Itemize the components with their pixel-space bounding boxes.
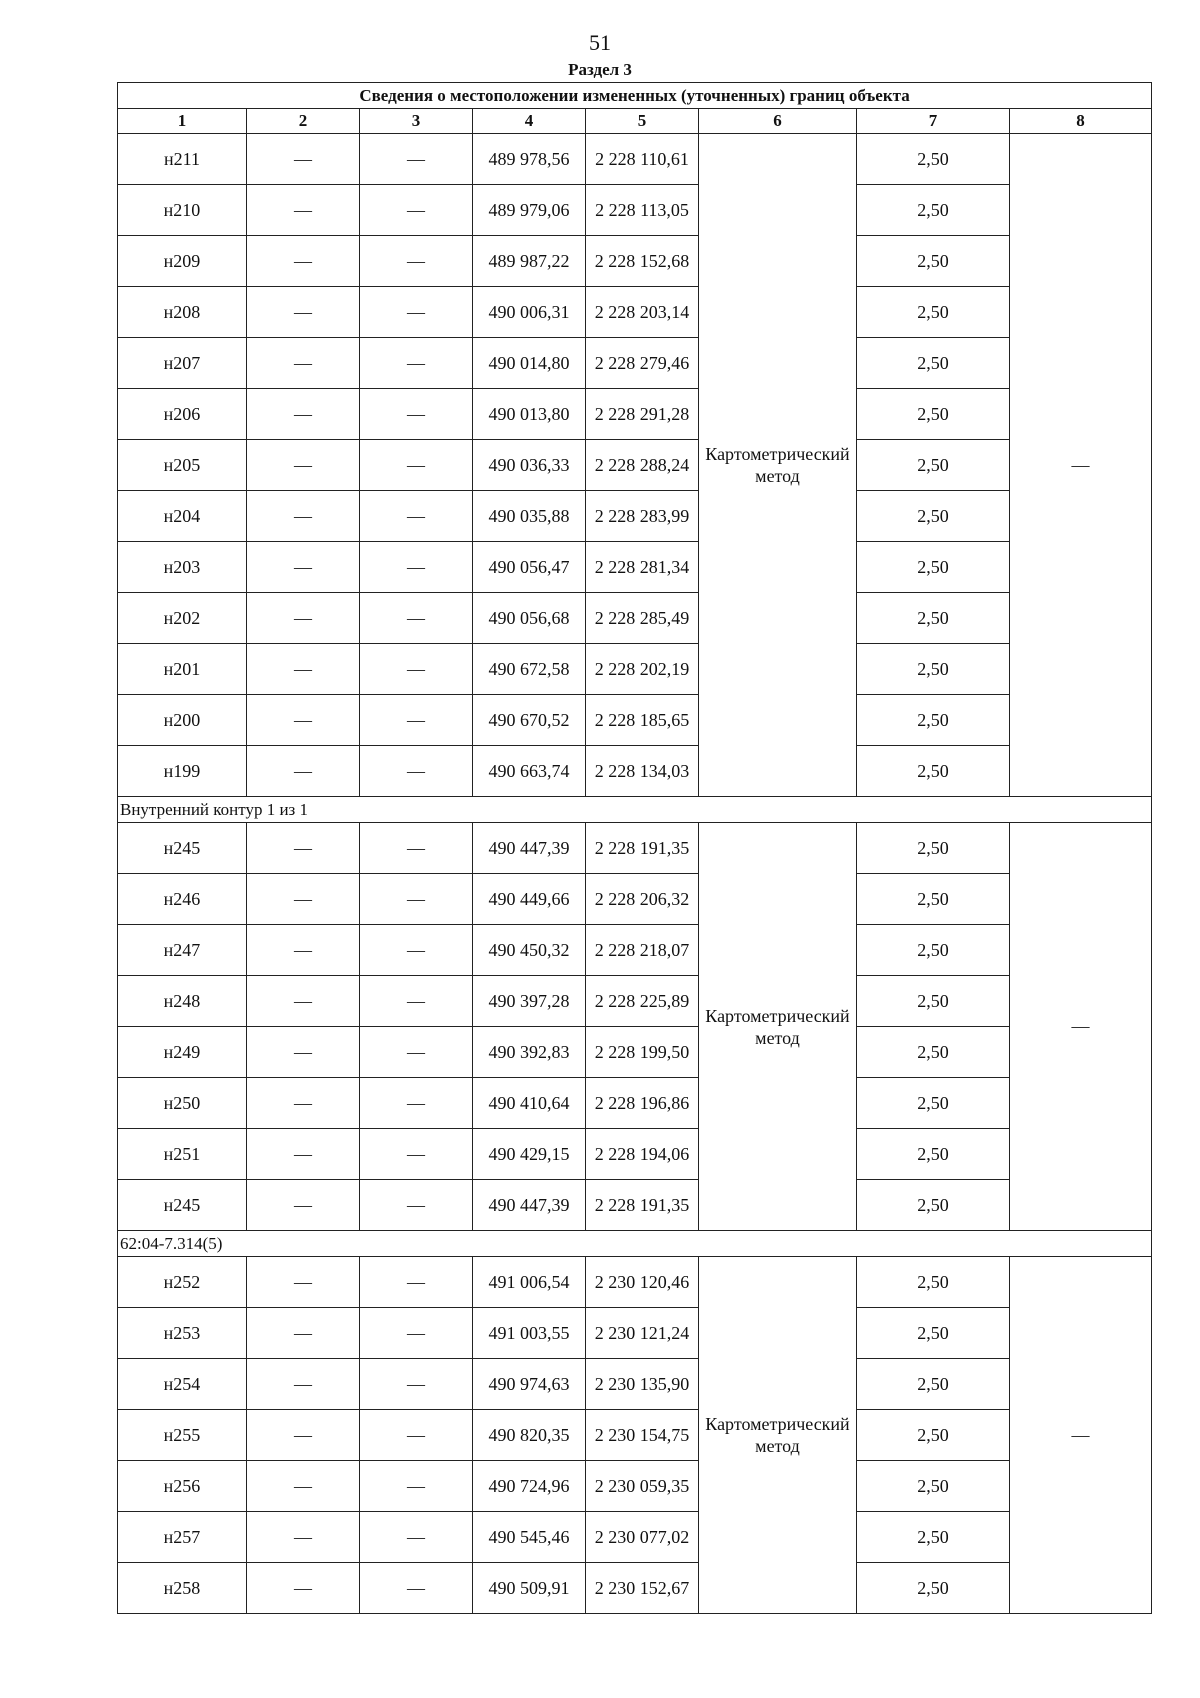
column-2-cell: —	[247, 542, 360, 593]
x-coordinate-cell: 490 035,88	[473, 491, 586, 542]
x-coordinate-cell: 490 013,80	[473, 389, 586, 440]
table-row	[118, 236, 1152, 287]
x-coordinate-cell: 490 450,32	[473, 925, 586, 976]
x-coordinate-cell: 490 014,80	[473, 338, 586, 389]
accuracy-cell: 2,50	[857, 1308, 1010, 1359]
accuracy-cell: 2,50	[857, 1129, 1010, 1180]
contour-label-row	[118, 1231, 1152, 1257]
y-coordinate-cell: 2 230 077,02	[586, 1512, 699, 1563]
point-id-cell: н251	[118, 1129, 247, 1180]
x-coordinate-cell: 491 003,55	[473, 1308, 586, 1359]
section-title: Раздел 3	[568, 60, 632, 79]
accuracy-cell: 2,50	[857, 925, 1010, 976]
x-coordinate-cell: 489 978,56	[473, 134, 586, 185]
accuracy-cell: 2,50	[857, 746, 1010, 797]
table-row	[118, 823, 1152, 874]
column-3-cell: —	[360, 1027, 473, 1078]
column-3-cell: —	[360, 236, 473, 287]
x-coordinate-cell: 490 397,28	[473, 976, 586, 1027]
column-2-cell: —	[247, 593, 360, 644]
column-2-cell: —	[247, 1180, 360, 1231]
x-coordinate-cell: 490 447,39	[473, 1180, 586, 1231]
table-row	[118, 695, 1152, 746]
accuracy-cell: 2,50	[857, 338, 1010, 389]
y-coordinate-cell: 2 228 288,24	[586, 440, 699, 491]
column-3-cell: —	[360, 925, 473, 976]
table-row	[118, 976, 1152, 1027]
column-2-cell: —	[247, 1359, 360, 1410]
column-2-cell: —	[247, 1129, 360, 1180]
column-header: 3	[360, 109, 473, 134]
column-3-cell: —	[360, 1359, 473, 1410]
table-row	[118, 1180, 1152, 1231]
y-coordinate-cell: 2 228 194,06	[586, 1129, 699, 1180]
x-coordinate-cell: 490 820,35	[473, 1410, 586, 1461]
column-2-cell: —	[247, 1563, 360, 1614]
y-coordinate-cell: 2 228 206,32	[586, 874, 699, 925]
column-header: 8	[1010, 109, 1152, 134]
accuracy-cell: 2,50	[857, 976, 1010, 1027]
column-3-cell: —	[360, 874, 473, 925]
point-id-cell: н199	[118, 746, 247, 797]
table-caption-row	[118, 83, 1152, 109]
y-coordinate-cell: 2 228 285,49	[586, 593, 699, 644]
x-coordinate-cell: 490 410,64	[473, 1078, 586, 1129]
table-row	[118, 1308, 1152, 1359]
point-id-cell: н210	[118, 185, 247, 236]
y-coordinate-cell: 2 228 283,99	[586, 491, 699, 542]
table-row	[118, 185, 1152, 236]
column-3-cell: —	[360, 695, 473, 746]
accuracy-cell: 2,50	[857, 134, 1010, 185]
table-row	[118, 874, 1152, 925]
column-header: 2	[247, 109, 360, 134]
column-3-cell: —	[360, 823, 473, 874]
x-coordinate-cell: 490 509,91	[473, 1563, 586, 1614]
column-3-cell: —	[360, 593, 473, 644]
accuracy-cell: 2,50	[857, 1180, 1010, 1231]
table-row	[118, 644, 1152, 695]
x-coordinate-cell: 490 392,83	[473, 1027, 586, 1078]
table-row	[118, 1027, 1152, 1078]
column-header: 4	[473, 109, 586, 134]
point-id-cell: н254	[118, 1359, 247, 1410]
column-3-cell: —	[360, 389, 473, 440]
column-3-cell: —	[360, 976, 473, 1027]
boundary-coordinates-table	[117, 82, 1152, 1614]
table-row	[118, 1410, 1152, 1461]
accuracy-cell: 2,50	[857, 1078, 1010, 1129]
point-id-cell: н208	[118, 287, 247, 338]
accuracy-cell: 2,50	[857, 236, 1010, 287]
accuracy-cell: 2,50	[857, 1461, 1010, 1512]
contour-label: Внутренний контур 1 из 1	[118, 797, 1152, 823]
point-id-cell: н204	[118, 491, 247, 542]
x-coordinate-cell: 490 056,47	[473, 542, 586, 593]
method-cell: Картометрический метод	[699, 823, 857, 1231]
point-id-cell: н211	[118, 134, 247, 185]
point-id-cell: н200	[118, 695, 247, 746]
column-3-cell: —	[360, 542, 473, 593]
column-3-cell: —	[360, 1308, 473, 1359]
accuracy-cell: 2,50	[857, 185, 1010, 236]
point-id-cell: н258	[118, 1563, 247, 1614]
column-2-cell: —	[247, 440, 360, 491]
y-coordinate-cell: 2 228 110,61	[586, 134, 699, 185]
table-row	[118, 491, 1152, 542]
y-coordinate-cell: 2 228 202,19	[586, 644, 699, 695]
x-coordinate-cell: 490 447,39	[473, 823, 586, 874]
point-id-cell: н247	[118, 925, 247, 976]
table-row	[118, 746, 1152, 797]
accuracy-cell: 2,50	[857, 1563, 1010, 1614]
y-coordinate-cell: 2 230 152,67	[586, 1563, 699, 1614]
method-cell: Картометрический метод	[699, 134, 857, 797]
table-row	[118, 593, 1152, 644]
y-coordinate-cell: 2 228 291,28	[586, 389, 699, 440]
column-2-cell: —	[247, 1257, 360, 1308]
y-coordinate-cell: 2 228 218,07	[586, 925, 699, 976]
column-3-cell: —	[360, 1512, 473, 1563]
x-coordinate-cell: 490 663,74	[473, 746, 586, 797]
contour-label: 62:04-7.314(5)	[118, 1231, 1152, 1257]
column-header: 7	[857, 109, 1010, 134]
table-row	[118, 1512, 1152, 1563]
y-coordinate-cell: 2 228 185,65	[586, 695, 699, 746]
point-id-cell: н248	[118, 976, 247, 1027]
point-id-cell: н250	[118, 1078, 247, 1129]
x-coordinate-cell: 490 672,58	[473, 644, 586, 695]
accuracy-cell: 2,50	[857, 1512, 1010, 1563]
point-id-cell: н246	[118, 874, 247, 925]
column-3-cell: —	[360, 1078, 473, 1129]
column-8-cell: —	[1010, 823, 1152, 1231]
table-row	[118, 925, 1152, 976]
table-row	[118, 1257, 1152, 1308]
y-coordinate-cell: 2 228 196,86	[586, 1078, 699, 1129]
y-coordinate-cell: 2 228 191,35	[586, 1180, 699, 1231]
column-header-row	[118, 109, 1152, 134]
table-row	[118, 1129, 1152, 1180]
table-body	[118, 83, 1152, 1614]
point-id-cell: н203	[118, 542, 247, 593]
column-3-cell: —	[360, 644, 473, 695]
column-3-cell: —	[360, 1257, 473, 1308]
x-coordinate-cell: 490 545,46	[473, 1512, 586, 1563]
point-id-cell: н257	[118, 1512, 247, 1563]
x-coordinate-cell: 490 670,52	[473, 695, 586, 746]
y-coordinate-cell: 2 230 059,35	[586, 1461, 699, 1512]
column-2-cell: —	[247, 1410, 360, 1461]
x-coordinate-cell: 490 036,33	[473, 440, 586, 491]
table-row	[118, 338, 1152, 389]
point-id-cell: н245	[118, 1180, 247, 1231]
column-2-cell: —	[247, 236, 360, 287]
column-2-cell: —	[247, 1027, 360, 1078]
column-2-cell: —	[247, 491, 360, 542]
table-row	[118, 1563, 1152, 1614]
point-id-cell: н249	[118, 1027, 247, 1078]
accuracy-cell: 2,50	[857, 1410, 1010, 1461]
y-coordinate-cell: 2 230 121,24	[586, 1308, 699, 1359]
point-id-cell: н207	[118, 338, 247, 389]
column-2-cell: —	[247, 976, 360, 1027]
y-coordinate-cell: 2 230 120,46	[586, 1257, 699, 1308]
x-coordinate-cell: 489 987,22	[473, 236, 586, 287]
table-row	[118, 542, 1152, 593]
point-id-cell: н201	[118, 644, 247, 695]
table-caption: Сведения о местоположении измененных (уточненных) границ объекта	[118, 83, 1152, 109]
accuracy-cell: 2,50	[857, 823, 1010, 874]
column-3-cell: —	[360, 1461, 473, 1512]
point-id-cell: н255	[118, 1410, 247, 1461]
column-2-cell: —	[247, 1461, 360, 1512]
table-row	[118, 287, 1152, 338]
table-row	[118, 389, 1152, 440]
column-2-cell: —	[247, 134, 360, 185]
column-3-cell: —	[360, 1180, 473, 1231]
y-coordinate-cell: 2 228 199,50	[586, 1027, 699, 1078]
x-coordinate-cell: 490 429,15	[473, 1129, 586, 1180]
accuracy-cell: 2,50	[857, 644, 1010, 695]
y-coordinate-cell: 2 228 152,68	[586, 236, 699, 287]
column-header: 1	[118, 109, 247, 134]
y-coordinate-cell: 2 228 279,46	[586, 338, 699, 389]
table-row	[118, 1359, 1152, 1410]
x-coordinate-cell: 490 056,68	[473, 593, 586, 644]
column-3-cell: —	[360, 1563, 473, 1614]
column-2-cell: —	[247, 644, 360, 695]
column-3-cell: —	[360, 440, 473, 491]
accuracy-cell: 2,50	[857, 440, 1010, 491]
y-coordinate-cell: 2 228 203,14	[586, 287, 699, 338]
x-coordinate-cell: 490 724,96	[473, 1461, 586, 1512]
point-id-cell: н209	[118, 236, 247, 287]
table-row	[118, 440, 1152, 491]
point-id-cell: н253	[118, 1308, 247, 1359]
column-2-cell: —	[247, 925, 360, 976]
column-8-cell: —	[1010, 1257, 1152, 1614]
y-coordinate-cell: 2 228 191,35	[586, 823, 699, 874]
y-coordinate-cell: 2 228 134,03	[586, 746, 699, 797]
column-3-cell: —	[360, 1129, 473, 1180]
point-id-cell: н205	[118, 440, 247, 491]
column-2-cell: —	[247, 185, 360, 236]
y-coordinate-cell: 2 230 135,90	[586, 1359, 699, 1410]
column-2-cell: —	[247, 823, 360, 874]
column-2-cell: —	[247, 1078, 360, 1129]
accuracy-cell: 2,50	[857, 1027, 1010, 1078]
y-coordinate-cell: 2 228 113,05	[586, 185, 699, 236]
accuracy-cell: 2,50	[857, 593, 1010, 644]
contour-label-row	[118, 797, 1152, 823]
point-id-cell: н206	[118, 389, 247, 440]
page-number: 51	[589, 30, 611, 55]
method-cell: Картометрический метод	[699, 1257, 857, 1614]
accuracy-cell: 2,50	[857, 1257, 1010, 1308]
column-2-cell: —	[247, 287, 360, 338]
column-3-cell: —	[360, 287, 473, 338]
column-3-cell: —	[360, 338, 473, 389]
table-row	[118, 1461, 1152, 1512]
column-header: 6	[699, 109, 857, 134]
column-2-cell: —	[247, 389, 360, 440]
x-coordinate-cell: 490 006,31	[473, 287, 586, 338]
accuracy-cell: 2,50	[857, 542, 1010, 593]
point-id-cell: н256	[118, 1461, 247, 1512]
x-coordinate-cell: 490 449,66	[473, 874, 586, 925]
column-2-cell: —	[247, 338, 360, 389]
y-coordinate-cell: 2 228 281,34	[586, 542, 699, 593]
column-2-cell: —	[247, 746, 360, 797]
table-row	[118, 134, 1152, 185]
accuracy-cell: 2,50	[857, 389, 1010, 440]
x-coordinate-cell: 490 974,63	[473, 1359, 586, 1410]
column-2-cell: —	[247, 1512, 360, 1563]
y-coordinate-cell: 2 228 225,89	[586, 976, 699, 1027]
point-id-cell: н202	[118, 593, 247, 644]
y-coordinate-cell: 2 230 154,75	[586, 1410, 699, 1461]
column-2-cell: —	[247, 874, 360, 925]
column-header: 5	[586, 109, 699, 134]
accuracy-cell: 2,50	[857, 287, 1010, 338]
x-coordinate-cell: 491 006,54	[473, 1257, 586, 1308]
column-3-cell: —	[360, 491, 473, 542]
column-3-cell: —	[360, 746, 473, 797]
x-coordinate-cell: 489 979,06	[473, 185, 586, 236]
accuracy-cell: 2,50	[857, 1359, 1010, 1410]
accuracy-cell: 2,50	[857, 491, 1010, 542]
table-row	[118, 1078, 1152, 1129]
point-id-cell: н252	[118, 1257, 247, 1308]
column-2-cell: —	[247, 1308, 360, 1359]
column-2-cell: —	[247, 695, 360, 746]
column-3-cell: —	[360, 185, 473, 236]
column-3-cell: —	[360, 134, 473, 185]
column-3-cell: —	[360, 1410, 473, 1461]
accuracy-cell: 2,50	[857, 695, 1010, 746]
accuracy-cell: 2,50	[857, 874, 1010, 925]
column-8-cell: —	[1010, 134, 1152, 797]
point-id-cell: н245	[118, 823, 247, 874]
